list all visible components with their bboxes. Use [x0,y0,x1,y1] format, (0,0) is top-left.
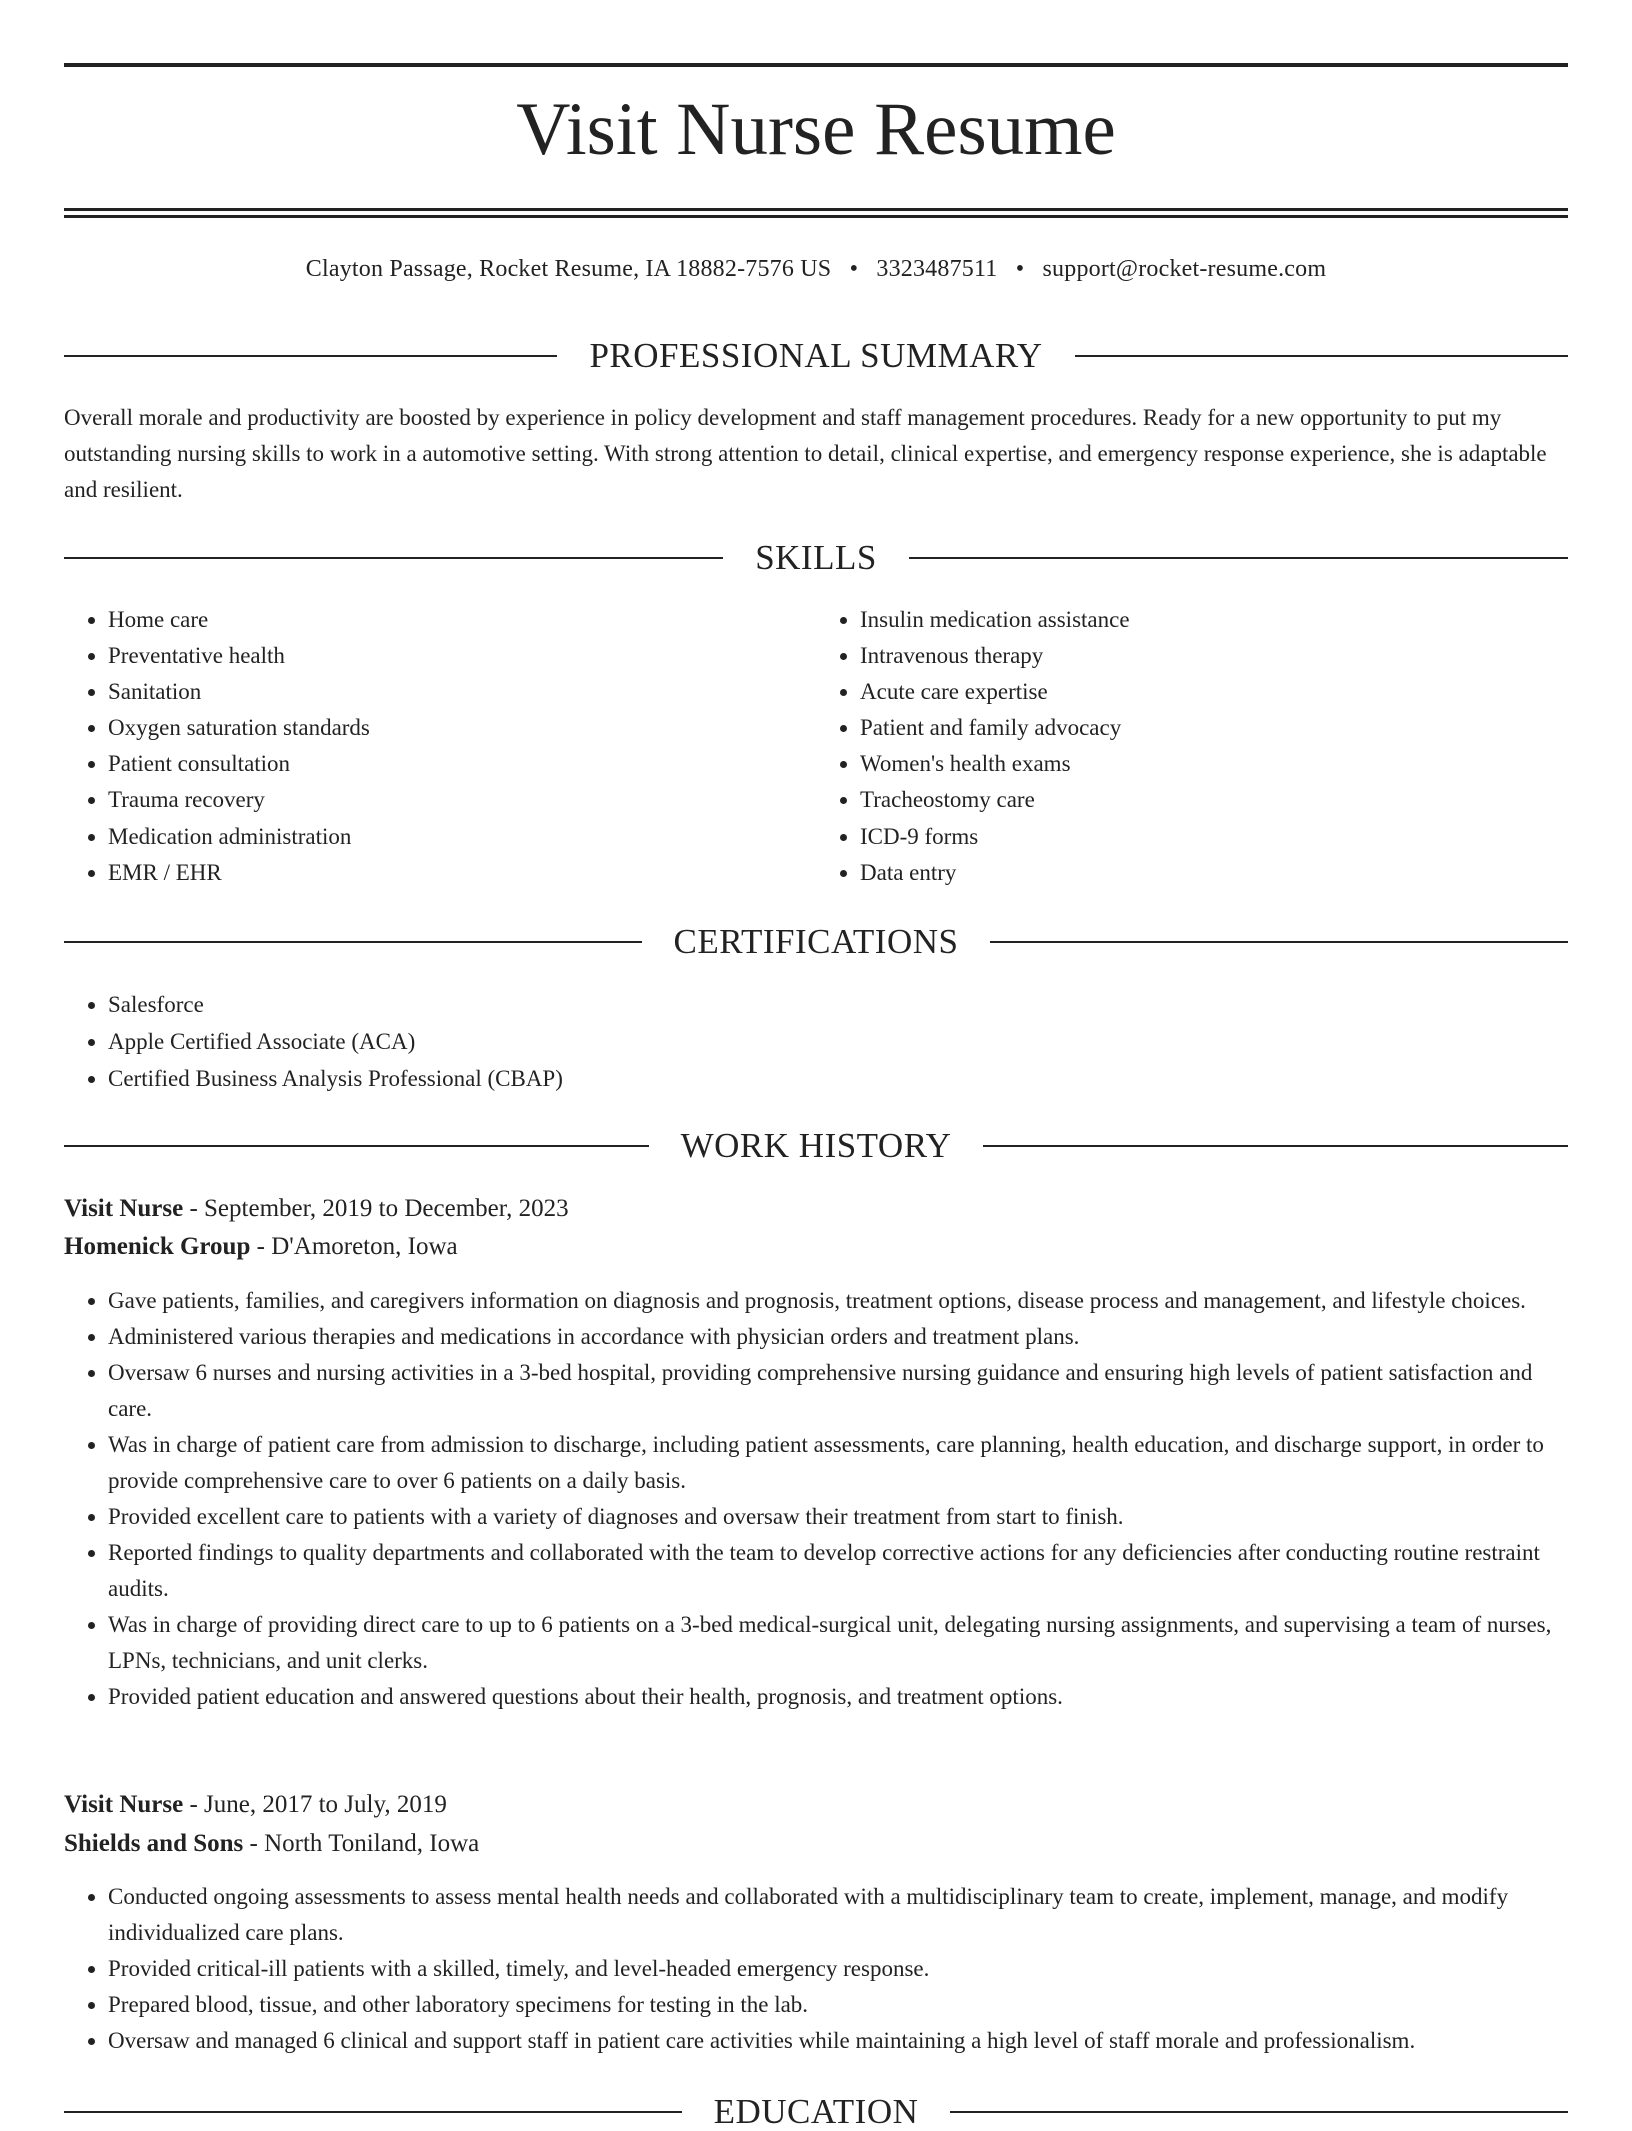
skill-item: • Intravenous therapy [860,638,1568,674]
job-company-line [64,1229,1568,1265]
contact-email: support@rocket-resume.com [1042,256,1327,282]
certifications-list [64,986,1568,1097]
skills-title: SKILLS [755,538,877,577]
heading-rule [64,557,723,559]
heading-rule [909,557,1568,559]
job-bullet: • Prepared blood, tissue, and other laboratory specimens for testing in the lab. [108,1987,1568,2023]
job-dates: - June, 2017 to July, 2019 [183,1791,447,1818]
job-bullet: • Oversaw and managed 6 clinical and support staff in patient care activities while maintaining a high level of staff morale and professionalism. [108,2023,1568,2059]
skill-item: • Data entry [860,855,1568,891]
skill-item: • Acute care expertise [860,674,1568,710]
job-location: - D'Amoreton, Iowa [250,1233,458,1260]
header-bottom-rule [64,208,1568,211]
job-bullet: • Provided patient education and answered questions about their health, prognosis, and treatment options. [108,1679,1568,1715]
skill-item: • Medication administration [108,819,816,855]
header-bottom-rule-2 [64,215,1568,218]
work-history-heading [64,1128,1568,1163]
skill-item: • Patient consultation [108,746,816,782]
job-bullet: • Administered various therapies and medications in accordance with physician orders and treatment plans. [108,1319,1568,1355]
heading-rule [990,941,1568,943]
job-bullets [64,1283,1568,1715]
job-dates: - September, 2019 to December, 2023 [183,1195,569,1222]
job-bullet: • Oversaw 6 nurses and nursing activities in a 3-bed hospital, providing comprehensive nursing guidance and ensuring high levels of patient satisfaction and care. [108,1355,1568,1427]
job-title-line [64,1787,1568,1823]
job-role: Visit Nurse [64,1195,184,1222]
job-bullet: • Provided excellent care to patients with a variety of diagnoses and oversaw their treatment from start to finish. [108,1499,1568,1535]
summary-text: Overall morale and productivity are boosted by experience in policy development and staff management procedures. Ready for a new opportunity to put my outstanding nursing skills to work in a automotive setting. With strong attention to detail, clinical expertise, and emergency response experience, she is adaptable and resilient. [64,405,1547,502]
contact-address: Clayton Passage, Rocket Resume, IA 18882-7576 US [305,256,832,282]
heading-rule [64,1145,649,1147]
certifications-title: CERTIFICATIONS [673,922,959,961]
skill-item: • Trauma recovery [108,782,816,818]
contact-separator: • [1015,256,1025,282]
heading-rule [64,941,642,943]
summary-heading [64,338,1568,373]
job-bullet: • Conducted ongoing assessments to assess mental health needs and collaborated with a multidisciplinary team to create, implement, manage, and modify individualized care plans. [108,1879,1568,1951]
contact-phone: 3323487511 [876,256,998,282]
job-location: - North Toniland, Iowa [243,1830,480,1857]
job-company-line [64,1826,1568,1862]
summary-title: PROFESSIONAL SUMMARY [589,336,1043,375]
job-bullet: • Provided critical-ill patients with a skilled, timely, and level-headed emergency response. [108,1951,1568,1987]
skill-item: • Preventative health [108,638,816,674]
job-bullets [64,1879,1568,2059]
certifications-heading [64,924,1568,959]
certification-item: • Certified Business Analysis Professional (CBAP) [108,1060,1568,1097]
heading-rule [64,355,557,357]
skill-item: • Women's health exams [860,746,1568,782]
job-company: Shields and Sons [64,1830,244,1857]
job-role: Visit Nurse [64,1791,184,1818]
certification-item: • Salesforce [108,986,1568,1023]
skills-list-right [816,602,1568,891]
job-bullet: • Reported findings to quality departments and collaborated with the team to develop corrective actions for any deficiencies after conducting routine restraint audits. [108,1535,1568,1607]
job-bullet: • Was in charge of patient care from admission to discharge, including patient assessments, care planning, health education, and discharge support, in order to provide comprehensive care to over 6 patients on a daily basis. [108,1427,1568,1499]
job-bullet: • Was in charge of providing direct care to up to 6 patients on a 3-bed medical-surgical unit, delegating nursing assignments, and supervising a team of nurses, LPNs, technicians, and unit clerks. [108,1607,1568,1679]
header-top-rule [64,63,1568,67]
job-bullet: • Gave patients, families, and caregivers information on diagnosis and prognosis, treatment options, disease process and management, and lifestyle choices. [108,1283,1568,1319]
contact-line [64,256,1568,283]
skill-item: • EMR / EHR [108,855,816,891]
work-history-title: WORK HISTORY [680,1126,952,1165]
skills-list-left [64,602,816,891]
heading-rule [1075,355,1568,357]
contact-separator: • [849,256,859,282]
skill-item: • Home care [108,602,816,638]
heading-rule [983,1145,1568,1147]
skill-item: • ICD-9 forms [860,819,1568,855]
skills-heading [64,540,1568,575]
education-title: EDUCATION [713,2092,919,2131]
resume-title: Visit Nurse Resume [516,88,1116,171]
skill-item: • Insulin medication assistance [860,602,1568,638]
job-title-line [64,1191,1568,1227]
job-company: Homenick Group [64,1233,251,1260]
skill-item: • Tracheostomy care [860,782,1568,818]
skill-item: • Oxygen saturation standards [108,710,816,746]
skill-item: • Sanitation [108,674,816,710]
skills-columns [64,602,1568,891]
certification-item: • Apple Certified Associate (ACA) [108,1023,1568,1060]
skill-item: • Patient and family advocacy [860,710,1568,746]
